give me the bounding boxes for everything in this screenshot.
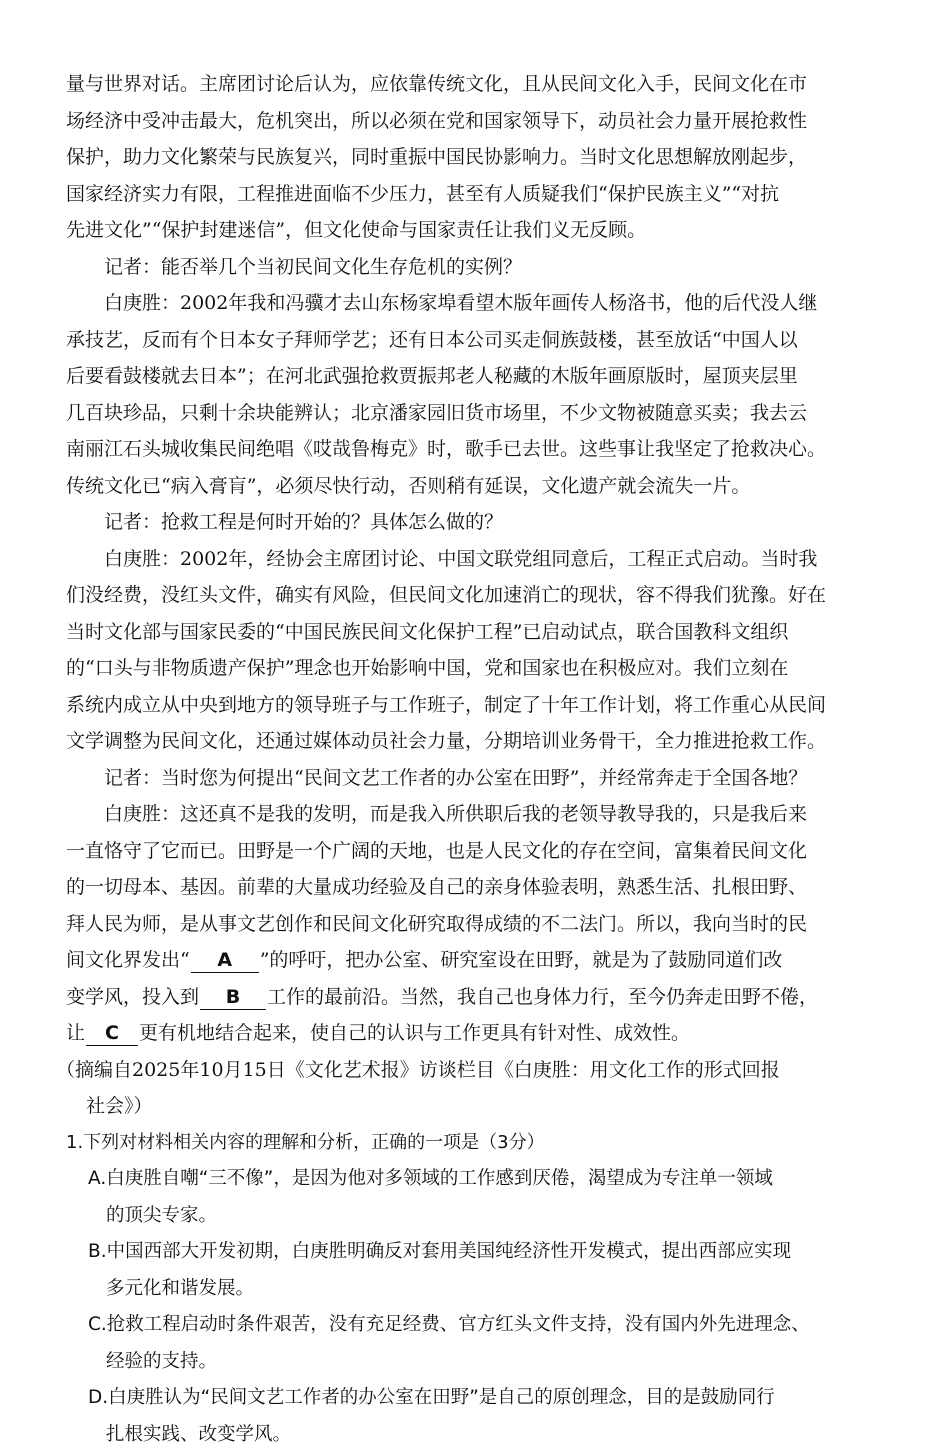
fill-blank-line-a: 间文化界发出“ A ”的呼吁，把办公室、研究室设在田野，就是为了鼓励同道们改 [66, 942, 868, 979]
option-a: A.白庚胜自嘲“三不像”，是因为他对多领域的工作感到厌倦，渴望成为专注单一领域 [66, 1161, 868, 1198]
text-line: 拜人民为师，是从事文艺创作和民间文化研究取得成绩的不二法门。所以，我向当时的民 [66, 906, 868, 943]
text-line: 白庚胜：2002年，经协会主席团讨论、中国文联党组同意后，工程正式启动。当时我 [66, 541, 868, 578]
text-line: 当时文化部与国家民委的“中国民族民间文化保护工程”已启动试点，联合国教科文组织 [66, 614, 868, 651]
text-line: 保护，助力文化繁荣与民族复兴，同时重振中国民协影响力。当时文化思想解放刚起步， [66, 139, 868, 176]
text-line: 南丽江石头城收集民间绝唱《哎哉鲁梅克》时，歌手已去世。这些事让我坚定了抢救决心。 [66, 431, 868, 468]
option-c-cont: 经验的支持。 [66, 1344, 868, 1381]
option-b: B.中国西部大开发初期，白庚胜明确反对套用美国纯经济性开发模式，提出西部应实现 [66, 1234, 868, 1271]
blank-b: B [200, 985, 266, 1010]
text-line: 几百块珍品，只剩十余块能辨认；北京潘家园旧货市场里，不少文物被随意买卖；我去云 [66, 395, 868, 432]
question-stem: 1.下列对材料相关内容的理解和分析，正确的一项是（3分） [66, 1125, 868, 1162]
text-line: 的一切母本、基因。前辈的大量成功经验及自己的亲身体验表明，熟悉生活、扎根田野、 [66, 869, 868, 906]
text-line: 系统内成立从中央到地方的领导班子与工作班子，制定了十年工作计划，将工作重心从民间 [66, 687, 868, 724]
text-line: 传统文化已“病入膏肓”，必须尽快行动，否则稍有延误，文化遗产就会流失一片。 [66, 468, 868, 505]
fill-blank-line-b: 变学风，投入到 B 工作的最前沿。当然，我自己也身体力行，至今仍奔走田野不倦， [66, 979, 868, 1016]
text-line: 白庚胜：2002年我和冯骥才去山东杨家埠看望木版年画传人杨洛书，他的后代没人继 [66, 285, 868, 322]
option-c: C.抢救工程启动时条件艰苦，没有充足经费、官方红头文件支持，没有国内外先进理念、 [66, 1307, 868, 1344]
text-line: 量与世界对话。主席团讨论后认为，应依靠传统文化，且从民间文化入手，民间文化在市 [66, 66, 868, 103]
text-line: 一直恪守了它而已。田野是一个广阔的天地，也是人民文化的存在空间，富集着民间文化 [66, 833, 868, 870]
option-d: D.白庚胜认为“民间文艺工作者的办公室在田野”是自己的原创理念，目的是鼓励同行 [66, 1380, 868, 1417]
text-line: 的“口头与非物质遗产保护”理念也开始影响中国，党和国家也在积极应对。我们立刻在 [66, 650, 868, 687]
blank-c: C [86, 1021, 138, 1046]
option-a-cont: 的顶尖专家。 [66, 1198, 868, 1235]
option-b-cont: 多元化和谐发展。 [66, 1271, 868, 1308]
text-line: 承技艺，反而有个日本女子拜师学艺；还有日本公司买走侗族鼓楼，甚至放话“中国人以 [66, 322, 868, 359]
text-line: 后要看鼓楼就去日本”；在河北武强抢救贾振邦老人秘藏的木版年画原版时，屋顶夹层里 [66, 358, 868, 395]
text-line: 们没经费，没红头文件，确实有风险，但民间文化加速消亡的现状，容不得我们犹豫。好在 [66, 577, 868, 614]
text-line: 国家经济实力有限，工程推进面临不少压力，甚至有人质疑我们“保护民族主义”“对抗 [66, 176, 868, 213]
blank-a: A [191, 948, 259, 973]
text-line: 先进文化”“保护封建迷信”，但文化使命与国家责任让我们义无反顾。 [66, 212, 868, 249]
text-line: 白庚胜：这还真不是我的发明，而是我入所供职后我的老领导教导我的，只是我后来 [66, 796, 868, 833]
interview-question: 记者：当时您为何提出“民间文艺工作者的办公室在田野”，并经常奔走于全国各地？ [66, 760, 868, 797]
interview-question: 记者：能否举几个当初民间文化生存危机的实例？ [66, 249, 868, 286]
source-citation: 社会》） [66, 1088, 868, 1125]
source-citation: （摘编自2025年10月15日《文化艺术报》访谈栏目《白庚胜：用文化工作的形式回报 [56, 1052, 868, 1089]
option-d-cont: 扎根实践、改变学风。 [66, 1417, 868, 1453]
interview-question: 记者：抢救工程是何时开始的？具体怎么做的？ [66, 504, 868, 541]
text-line: 场经济中受冲击最大，危机突出，所以必须在党和国家领导下，动员社会力量开展抢救性 [66, 103, 868, 140]
fill-blank-line-c: 让 C 更有机地结合起来，使自己的认识与工作更具有针对性、成效性。 [66, 1015, 868, 1052]
exam-page [66, 66, 868, 1453]
text-line: 文学调整为民间文化，还通过媒体动员社会力量，分期培训业务骨干，全力推进抢救工作。 [66, 723, 868, 760]
